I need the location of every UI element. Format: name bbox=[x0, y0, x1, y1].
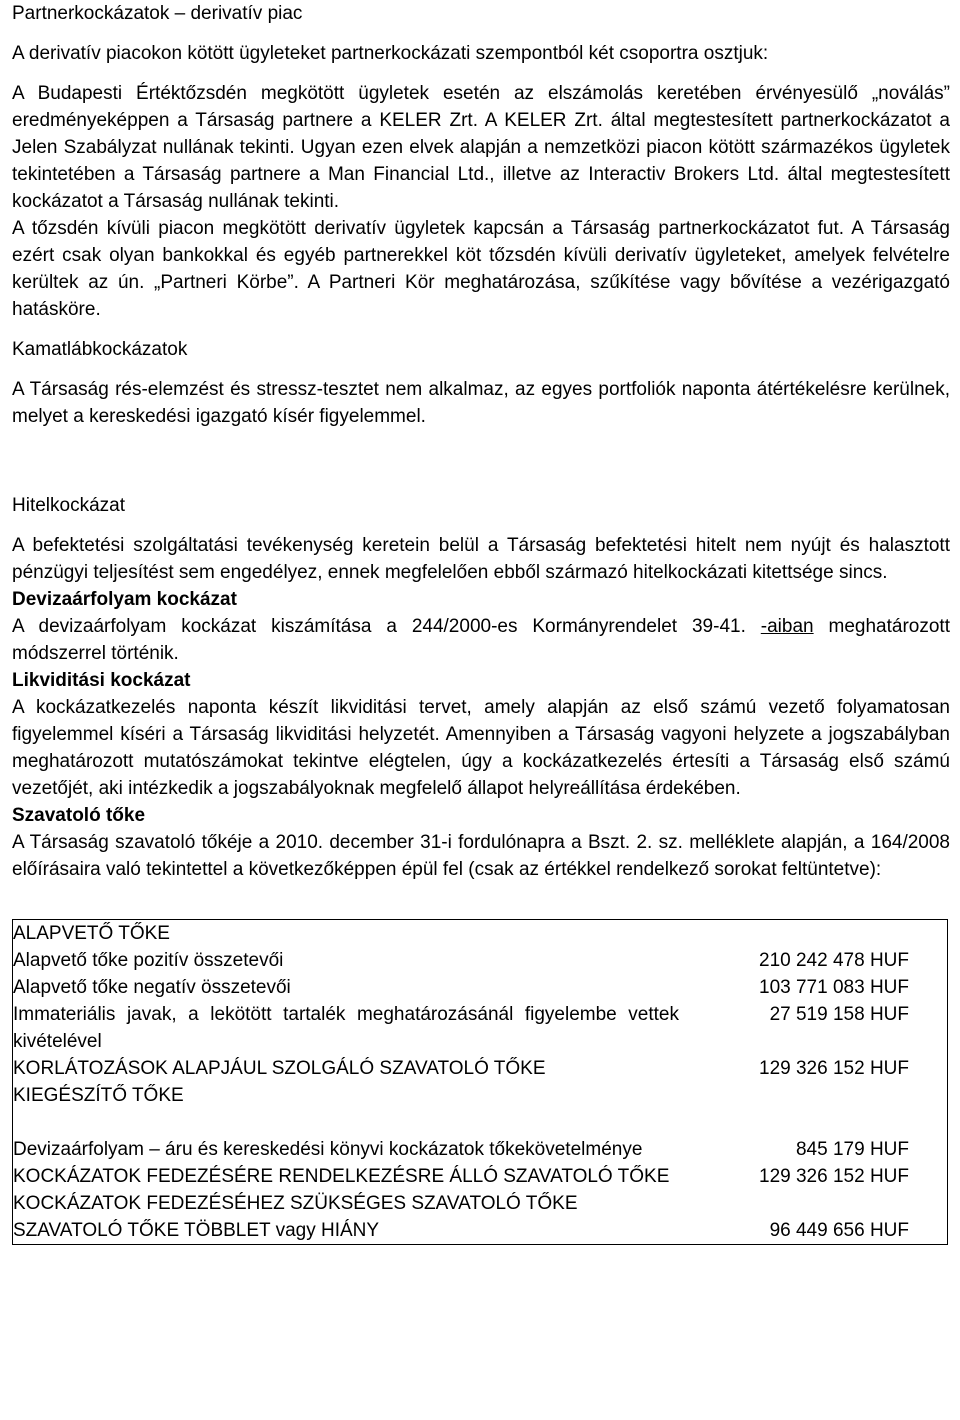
table-row bbox=[13, 1001, 948, 1055]
fx-text-part1: A devizaárfolyam kockázat kiszámítása a 244/2000-es Kormányrendelet 39-41. bbox=[12, 616, 761, 637]
own-funds-table-body bbox=[13, 920, 948, 1245]
row-label: KOCKÁZATOK FEDEZÉSÉRE RENDELKEZÉSRE ÁLLÓ SZAVATOLÓ TŐKE bbox=[13, 1166, 670, 1187]
row-label bbox=[13, 1109, 684, 1136]
table-row bbox=[13, 1217, 948, 1245]
row-label: KORLÁTOZÁSOK ALAPJÁUL SZOLGÁLÓ SZAVATOLÓ TŐKE bbox=[13, 1058, 546, 1079]
section-title-credit-risk: Hitelkockázat bbox=[12, 495, 125, 516]
paragraph-partner-otc: A tőzsdén kívüli piacon megkötött derivatív ügyletek kapcsán a Társaság partnerkockázatot fut. A Társaság ezért csak olyan bankokkal és egyéb partnerekkel köt tőzsdén kívüli derivatív ügyleteket, amelyek felvételre kerültek az ún. „Partneri Körbe”. A Partneri Kör meghatározása, szűkítése vagy bővítése a vezérigazgató hatásköre. bbox=[12, 218, 950, 320]
row-value: 129 326 152 HUF bbox=[759, 1166, 909, 1187]
table-row bbox=[13, 1163, 948, 1190]
row-value: 210 242 478 HUF bbox=[759, 950, 909, 971]
row-value bbox=[683, 1190, 948, 1217]
table-row bbox=[13, 1082, 948, 1109]
section-title-fx-risk: Devizaárfolyam kockázat bbox=[12, 589, 237, 610]
paragraph-interest-risk: A Társaság rés-elemzést és stressz-tesztet nem alkalmaz, az egyes portfoliók naponta átértékelésre kerülnek, melyet a kereskedési igazgató kísér figyelemmel. bbox=[12, 379, 950, 427]
section-title-interest-risk: Kamatlábkockázatok bbox=[12, 339, 188, 360]
section-title-own-funds: Szavatoló tőke bbox=[12, 805, 146, 826]
paragraph-partner-intro: A derivatív piacokon kötött ügyleteket partnerkockázati szempontból két csoportra osztjuk: bbox=[12, 43, 769, 64]
row-value bbox=[683, 1082, 948, 1109]
table-row bbox=[13, 1109, 948, 1136]
section-title-partner-risk: Partnerkockázatok – derivatív piac bbox=[12, 3, 303, 24]
fx-text-part3: meghatározott módszerrel történik. bbox=[12, 616, 950, 664]
row-value: 845 179 HUF bbox=[795, 1139, 909, 1160]
own-funds-table bbox=[12, 919, 948, 1245]
paragraph-partner-exchange: A Budapesti Értéktőzsdén megkötött ügyletek esetén az elszámolás keretében érvényesülő „noválás” eredményeképpen a Társaság partnere a KELER Zrt. A KELER Zrt. által megtestesített partnerkockázatot a Jelen Szabályzat nullának tekinti. Ugyan ezen elvek alapján a nemzetközi piacon kötött származékos ügyletek tekintetében a Társaság partnere a Man Financial Ltd., illetve az Interactiv Brokers Ltd. által megtestesített kockázatot a Társaság nullának tekinti. bbox=[12, 83, 950, 212]
row-label: Immateriális javak, a lekötött tartalék meghatározásánál figyelembe vettek kivételével bbox=[13, 1004, 679, 1052]
paragraph-liquidity-risk: A kockázatkezelés naponta készít likviditási tervet, amely alapján az első számú vezető folyamatosan figyelemmel kíséri a Társaság likviditási helyzetét. Amennyiben a Társaság vagyoni helyzete a jogszabályban meghatározott mutatószámokat tekintve elégtelen, úgy a kockázatkezelés értesíti a Társaság első számú vezetőjét, aki intézkedik a jogszabályoknak megfelelő állapot helyreállítása érdekében. bbox=[12, 697, 950, 799]
row-value: 27 519 158 HUF bbox=[769, 1004, 909, 1025]
fx-text-part2: -aiban bbox=[760, 616, 814, 637]
row-label: Alapvető tőke pozitív összetevői bbox=[13, 950, 284, 971]
paragraph-own-funds: A Társaság szavatoló tőkéje a 2010. december 31-i fordulónapra a Bszt. 2. sz. melléklete alapján, a 164/2008 előírásaira való tekintettel a következőképpen épül fel (csak az értékkel rendelkező sorokat feltüntetve): bbox=[12, 832, 950, 880]
paragraph-fx-risk bbox=[12, 613, 950, 667]
row-value bbox=[683, 920, 948, 948]
table-row bbox=[13, 920, 948, 948]
row-value bbox=[683, 1109, 948, 1136]
row-label: KOCKÁZATOK FEDEZÉSÉHEZ SZÜKSÉGES SZAVATOLÓ TŐKE bbox=[13, 1193, 578, 1214]
row-label: SZAVATOLÓ TŐKE TÖBBLET vagy HIÁNY bbox=[13, 1220, 380, 1241]
row-label: Devizaárfolyam – áru és kereskedési könyvi kockázatok tőkekövetelménye bbox=[13, 1139, 643, 1160]
table-row bbox=[13, 974, 948, 1001]
table-row bbox=[13, 1055, 948, 1082]
table-row bbox=[13, 1190, 948, 1217]
table-row bbox=[13, 1136, 948, 1163]
table-row bbox=[13, 947, 948, 974]
row-label: Alapvető tőke negatív összetevői bbox=[13, 977, 291, 998]
row-value: 96 449 656 HUF bbox=[769, 1220, 909, 1241]
row-value: 103 771 083 HUF bbox=[759, 977, 909, 998]
row-label: KIEGÉSZÍTŐ TŐKE bbox=[13, 1085, 184, 1106]
row-value: 129 326 152 HUF bbox=[759, 1058, 909, 1079]
section-title-liquidity-risk: Likviditási kockázat bbox=[12, 670, 191, 691]
row-label: ALAPVETŐ TŐKE bbox=[13, 923, 170, 944]
paragraph-credit-risk: A befektetési szolgáltatási tevékenység keretein belül a Társaság befektetési hitelt nem nyújt és halasztott pénzügyi teljesítést sem engedélyez, ennek megfelelően ebből származó hitelkockázati kitettsége sincs. bbox=[12, 535, 950, 583]
